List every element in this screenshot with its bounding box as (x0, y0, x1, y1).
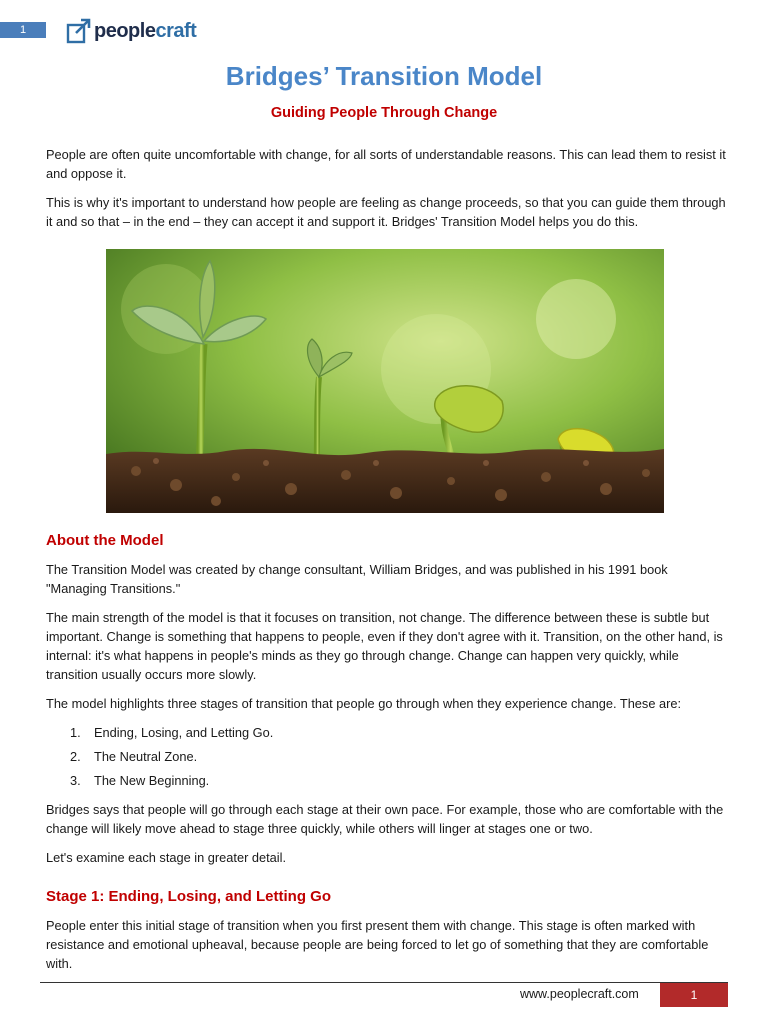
intro-paragraph: People are often quite uncomfortable with change, for all sorts of understandable reasons. This can lead them to resist it and oppose it. (46, 147, 726, 181)
list-item: 3. The New Beginning. (70, 773, 210, 788)
section-heading: Stage 1: Ending, Losing, and Letting Go (46, 888, 331, 905)
paragraph: The model highlights three stages of transition that people go through when they experience change. These are: (46, 696, 682, 711)
footer-website-link[interactable]: www.peoplecraft.com (520, 987, 639, 1001)
page-title: Bridges’ Transition Model (225, 61, 543, 91)
paragraph: The main strength of the model is that it focuses on transition, not change. The difference between these is subtle but important. Change is something that happens to people, even if they don't agree with it. Transition, on the other hand, is internal: it's what happens in people's minds as they go through change. Change can happen very quickly, while transition usually occurs more slowly. (46, 610, 723, 682)
footer-divider (40, 982, 728, 983)
page-number-tab: 1 (0, 22, 46, 38)
list-item: 2. The Neutral Zone. (70, 749, 198, 764)
footer-page-number: 1 (660, 983, 728, 1007)
section-heading: About the Model (46, 532, 164, 549)
paragraph: The Transition Model was created by change consultant, William Bridges, and was published in his 1991 book "Managing Transitions." (46, 562, 668, 596)
seedlings-photo (106, 249, 664, 513)
stages-list (46, 723, 726, 790)
page-subtitle: Guiding People Through Change (270, 105, 498, 121)
paragraph: Bridges says that people will go through each stage at their own pace. For example, those who are comfortable with the change will likely move ahead to stage three quickly, while others will linger at stages one or two. (46, 802, 724, 836)
peoplecraft-logo[interactable] (66, 16, 196, 46)
intro-paragraph: This is why it's important to understand how people are feeling as change proceeds, so that you can guide them through it and so that – in the end – they can accept it and support it. Bridges' Transition Model helps you do this. (46, 195, 726, 229)
paragraph: Let's examine each stage in greater detail. (46, 850, 287, 865)
logo-arrow-icon (66, 17, 92, 45)
seedlings-growth-icon (106, 249, 664, 513)
paragraph: People enter this initial stage of transition when you first present them with change. This stage is often marked with resistance and emotional upheaval, because people are being forced to let go of something that they are comfortable with. (46, 918, 709, 971)
logo-wordmark: peoplecraft (94, 19, 197, 42)
list-item: 1. Ending, Losing, and Letting Go. (70, 725, 274, 740)
article-body (46, 145, 726, 983)
